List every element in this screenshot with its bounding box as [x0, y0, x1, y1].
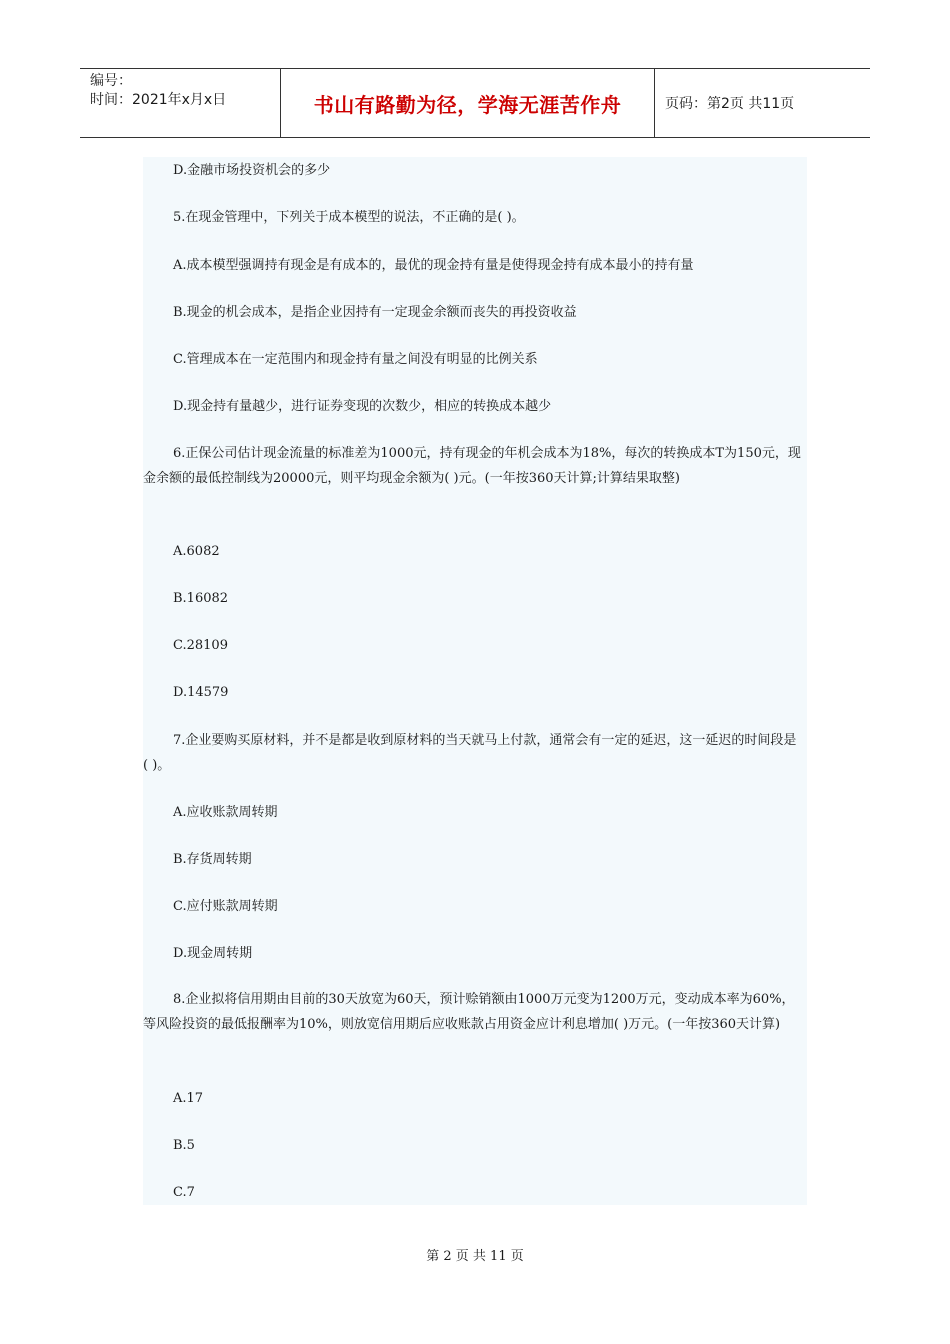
option-c-q7: C.应付账款周转期	[173, 899, 278, 914]
question-7: 7.企业要购买原材料，并不是都是收到原材料的当天就马上付款，通常会有一定的延迟，这一延迟的时间段是( )。	[143, 733, 797, 773]
option-c-q8: C.7	[173, 1185, 195, 1200]
question-6: 6.正保公司估计现金流量的标准差为1000元，持有现金的年机会成本为18%，每次的转换成本T为150元，现金余额的最低控制线为20000元，则平均现金余额为( )元。(一年按360天计算;计算结果取整)	[143, 446, 801, 486]
doc-number-label: 编号：	[90, 73, 132, 89]
option-b-q5: B.现金的机会成本，是指企业因持有一定现金余额而丧失的再投资收益	[173, 305, 577, 320]
header-page-label: 页码：第2页 共11页	[665, 96, 795, 112]
option-b-q8: B.5	[173, 1138, 195, 1153]
option-b-q7: B.存货周转期	[173, 852, 252, 867]
option-a-q5: A.成本模型强调持有现金是有成本的，最优的现金持有量是使得现金持有成本最小的持有量	[173, 258, 694, 273]
option-a-q8: A.17	[173, 1091, 204, 1106]
page-footer: 第 2 页 共 11 页	[426, 1249, 524, 1264]
option-a-q7: A.应收账款周转期	[173, 805, 278, 820]
option-a-q6: A.6082	[173, 544, 220, 559]
option-c-q5: C.管理成本在一定范围内和现金持有量之间没有明显的比例关系	[173, 352, 538, 367]
option-d-q4: D.金融市场投资机会的多少	[173, 163, 331, 178]
doc-date-label: 时间：2021年x月x日	[90, 92, 227, 108]
question-5: 5.在现金管理中，下列关于成本模型的说法，不正确的是( )。	[173, 210, 525, 225]
option-c-q6: C.28109	[173, 638, 228, 653]
header-left	[80, 69, 281, 137]
option-d-q6: D.14579	[173, 685, 229, 700]
page-header	[80, 68, 870, 138]
question-8: 8.企业拟将信用期由目前的30天放宽为60天，预计赊销额由1000万元变为1200万元，变动成本率为60%，等风险投资的最低报酬率为10%，则放宽信用期后应收账款占用资金应计利息增加( )万元。(一年按360天计算)	[143, 992, 795, 1032]
question-content	[143, 157, 807, 1205]
option-b-q6: B.16082	[173, 591, 229, 606]
option-d-q7: D.现金周转期	[173, 946, 253, 961]
option-d-q5: D.现金持有量越少，进行证券变现的次数少，相应的转换成本越少	[173, 399, 552, 414]
header-motto: 书山有路勤为径，学海无涯苦作舟	[281, 69, 655, 137]
